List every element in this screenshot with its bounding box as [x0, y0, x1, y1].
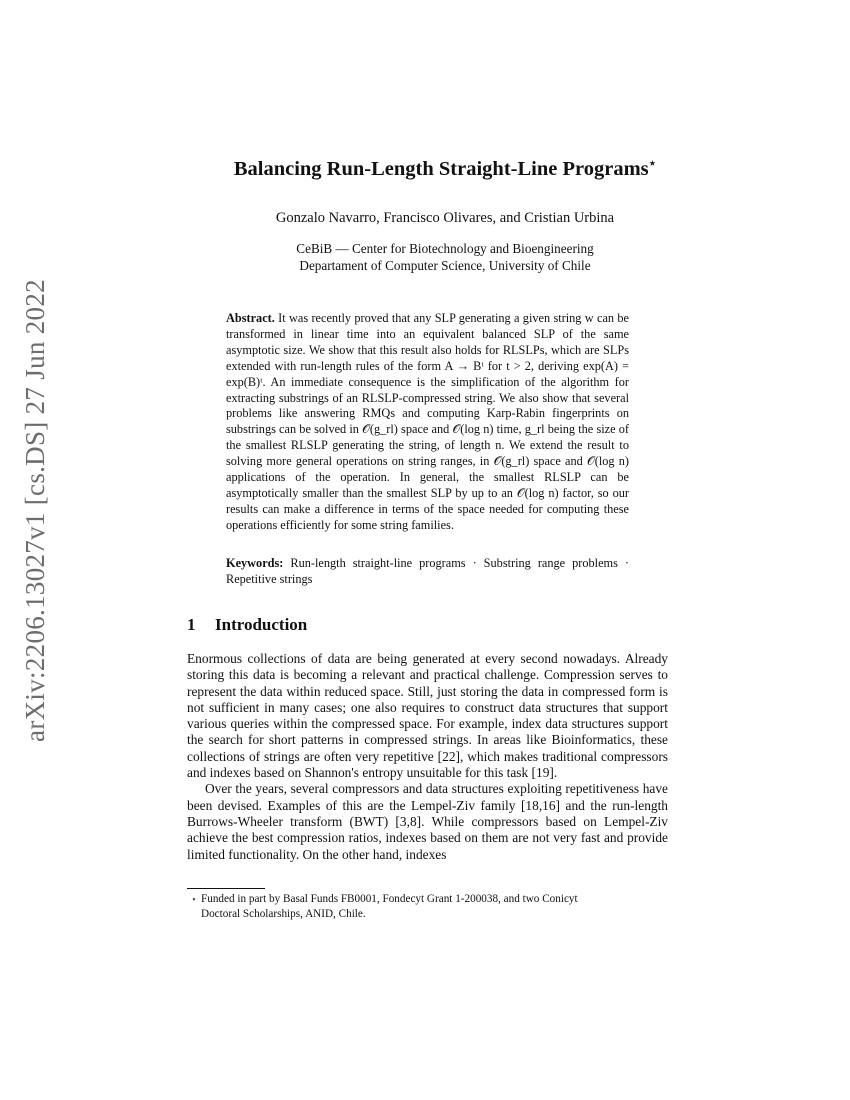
paper-title-text: Balancing Run-Length Straight-Line Programs [233, 157, 649, 180]
arxiv-sidebar [13, 270, 57, 750]
keywords-text: Run-length straight-line programs · Substring range problems · Repetitive strings [226, 556, 629, 586]
title-footnote-mark: ⋆ [648, 156, 657, 170]
keywords [226, 556, 629, 588]
footnote-line-1 [187, 892, 668, 907]
arxiv-identifier: arXiv:2206.13027v1 [cs.DS] 27 Jun 2022 [19, 278, 50, 742]
section-heading [187, 615, 667, 635]
paragraph-2: Over the years, several compressors and data structures exploiting repetitiveness have been devised. Examples of this are the Lempel-Ziv family [18,16] and the run-length Burrows-Wheeler transform (BWT) [3,8]. While compressors based on Lempel-Ziv achieve the best compression ratios, indexes based on them are not very fast and provide limited functionality. On the other hand, indexes [187, 781, 668, 862]
body-text [187, 651, 668, 863]
abstract [226, 311, 629, 534]
footnote-text: Funded in part by Basal Funds FB0001, Fondecyt Grant 1-200038, and two Conicyt [201, 893, 578, 905]
abstract-text: It was recently proved that any SLP generating a given string w can be transformed in linear time into an equivalent balanced SLP of the same asymptotic size. We show that this result also holds for RLSLPs, which are SLPs extended with run-length rules of the form A → Bᵗ for t > 2, deriving exp(A) = exp(B)ᵗ. An immediate consequence is the simplification of the algorithm for extracting substrings of an RLSLP-compressed string. We also show that several problems like answering RMQs and computing Karp-Rabin fingerprints on substrings can be solved in 𝒪(g_rl) space and 𝒪(log n) time, g_rl being the size of the smallest RLSLP generating the string, of length n. We extend the result to solving more general operations on string ranges, in 𝒪(g_rl) space and 𝒪(log n) applications of the operation. In general, the smallest RLSLP can be asymptotically smaller than the smallest SLP by up to an 𝒪(log n) factor, so our results can make a difference in terms of the space needed for computing these operations efficiently for some string families. [226, 311, 629, 532]
abstract-label: Abstract. [226, 311, 275, 325]
keywords-label: Keywords: [226, 556, 284, 570]
footnote [187, 892, 668, 921]
paragraph-1: Enormous collections of data are being generated at every second nowadays. Already storing this data is becoming a relevant and practical challenge. Compression serves to represent the data within reduced space. Still, just storing the data in compressed form is not sufficient in many cases; one also requires to construct data structures that support various queries within the compressed space. For example, index data structures support the search for short patterns in compressed strings. In areas like Bioinformatics, these collections of strings are often very repetitive [22], which makes traditional compressors and indexes based on Shannon's entropy unsuitable for this task [19]. [187, 651, 668, 781]
section-number: 1 [187, 615, 196, 634]
footnote-rule [187, 888, 265, 889]
paper-title [150, 156, 740, 181]
affiliation-line-2: Departament of Computer Science, University of Chile [299, 258, 591, 273]
author-list: Gonzalo Navarro, Francisco Olivares, and Cristian Urbina [275, 210, 615, 226]
affiliation [150, 240, 740, 274]
section-title: Introduction [215, 615, 308, 634]
footnote-line-2: Doctoral Scholarships, ANID, Chile. [201, 907, 366, 920]
footnote-mark: ⋆ [191, 894, 197, 904]
affiliation-line-1: CeBiB — Center for Biotechnology and Bioengineering [296, 241, 594, 256]
